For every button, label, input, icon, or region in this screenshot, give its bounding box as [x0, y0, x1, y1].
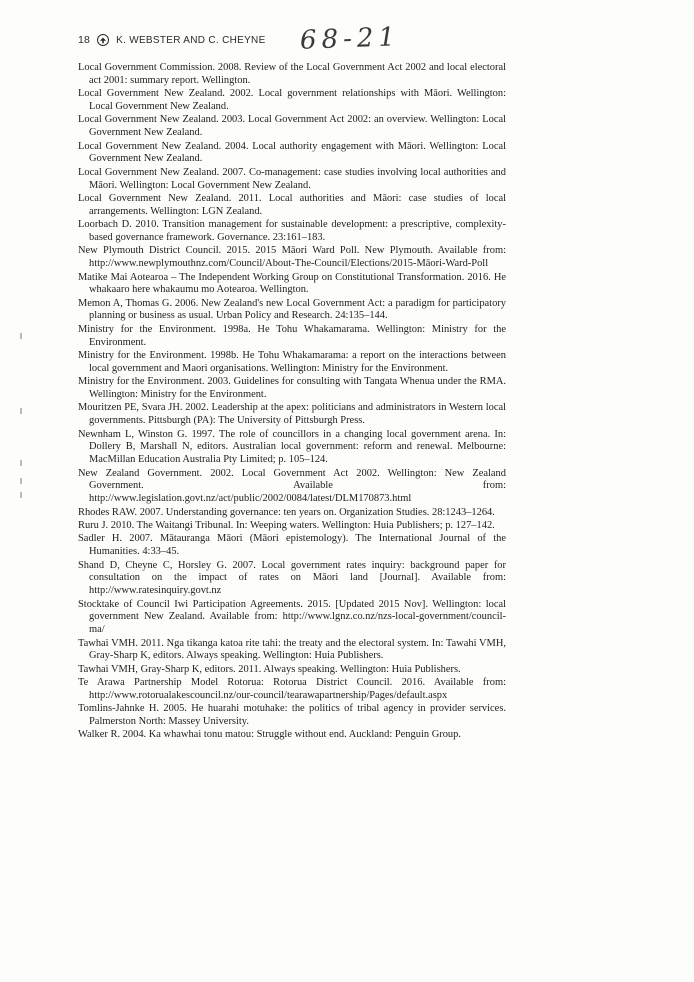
reference-entry: Tawhai VMH. 2011. Nga tikanga katoa rite tahi: the treaty and the electoral system. In: Tawahi VMH, Gray-Sharp K, editors. Always speaking. Wellington: Huia Publishers. — [78, 637, 506, 662]
reference-entry: Sadler H. 2007. Mātauranga Māori (Māori epistemology). The International Journal of the Humanities. 4:33–45. — [78, 533, 506, 558]
scan-margin-mark — [20, 460, 22, 466]
reference-list — [78, 62, 506, 743]
page-number: 18 — [78, 34, 91, 46]
reference-entry: Shand D, Cheyne C, Horsley G. 2007. Local government rates inquiry: background paper for consultation on the impact of rates on Māori land [Journal]. Available from: http://www.ratesinquiry.govt.nz — [78, 559, 506, 597]
scan-margin-mark — [20, 333, 22, 339]
reference-entry: Newnham L, Winston G. 1997. The role of councillors in a changing local government arena. In: Dollery B, Marshall N, editors. Australian local government: reform and renewal. Melbourne: MacMillan Education Australia Pty Limited; p. 105–124. — [78, 428, 506, 466]
reference-entry: Te Arawa Partnership Model Rotorua: Rotorua District Council. 2016. Available from: http://www.rotorualakescouncil.nz/our-council/tearawapartnership/Pages/default.aspx — [78, 677, 506, 701]
reference-entry: Tomlins-Jahnke H. 2005. He huarahi motuhake: the politics of tribal agency in provider services. Palmerston North: Massey University. — [78, 703, 506, 728]
reference-entry: Ruru J. 2010. The Waitangi Tribunal. In: Weeping waters. Wellington: Huia Publishers; p. 127–142. — [78, 519, 495, 531]
reference-entry: Local Government New Zealand. 2002. Local government relationships with Māori. Wellington: Local Government New Zealand. — [78, 88, 506, 112]
reference-entry: New Zealand Government. 2002. Local Government Act 2002. Wellington: New Zealand Government. Available from: http://www.legislation.govt.nz/act/public/2002/0084/latest/DLM170873.html — [78, 467, 506, 505]
reference-entry: Local Government New Zealand. 2011. Local authorities and Māori: case studies of local arrangements. Wellington: LGN Zealand. — [78, 192, 506, 217]
reference-entry: Rhodes RAW. 2007. Understanding governance: ten years on. Organization Studies. 28:1243–1264. — [78, 506, 495, 518]
reference-entry: Local Government New Zealand. 2004. Local authority engagement with Māori. Wellington: Local Government New Zealand. — [78, 140, 506, 165]
reference-entry: Mouritzen PE, Svara JH. 2002. Leadership at the apex: politicians and administrators in Western local governments. Pittsburgh (PA): The University of Pittsburgh Press. — [78, 402, 506, 427]
reference-entry: Local Government Commission. 2008. Review of the Local Government Act 2002 and local electoral act 2001: summary report. Wellington. — [78, 62, 506, 86]
scan-margin-mark — [20, 478, 22, 484]
reference-entry: New Plymouth District Council. 2015. 2015 Māori Ward Poll. New Plymouth. Available from: http://www.newplymouthnz.com/Council/About-The-Council/Elections/2015-Māori-Ward-Poll — [78, 245, 506, 270]
reference-entry: Loorbach D. 2010. Transition management for sustainable development: a prescriptive, complexity-based governance framework. Governance. 23:161–183. — [78, 219, 506, 243]
reference-entry: Ministry for the Environment. 2003. Guidelines for consulting with Tangata Whenua under the RMA. Wellington: Ministry for the Environment. — [78, 376, 506, 401]
handwritten-annotation: 68-21 — [299, 22, 401, 56]
scan-margin-mark — [20, 492, 22, 498]
journal-logo-icon — [97, 34, 109, 46]
reference-entry: Local Government New Zealand. 2003. Local Government Act 2002: an overview. Wellington: Local Government New Zealand. — [78, 114, 506, 139]
running-header-authors: K. WEBSTER AND C. CHEYNE — [116, 34, 266, 46]
reference-entry: Memon A, Thomas G. 2006. New Zealand's new Local Government Act: a paradigm for participatory planning or business as usual. Urban Policy and Research. 24:135–144. — [78, 297, 506, 322]
reference-entry: Ministry for the Environment. 1998a. He Tohu Whakamarama. Wellington: Ministry for the Environment. — [78, 323, 506, 348]
reference-entry: Stocktake of Council Iwi Participation Agreements. 2015. [Updated 2015 Nov]. Wellington: local government New Zealand. Available from: http://www.lgnz.co.nz/nzs-local-government/council-ma/ — [78, 598, 506, 636]
reference-entry: Local Government New Zealand. 2007. Co-management: case studies involving local authorities and Māori. Wellington: Local Government New Zealand. — [78, 166, 506, 191]
reference-entry: Walker R. 2004. Ka whawhai tonu matou: Struggle without end. Auckland: Penguin Group. — [78, 729, 461, 741]
reference-entry: Tawhai VMH, Gray-Sharp K, editors. 2011. Always speaking. Wellington: Huia Publishers. — [78, 663, 461, 675]
reference-entry: Matike Mai Aotearoa – The Independent Working Group on Constitutional Transformation. 2016. He whakaaro here whakaumu mo Aotearoa. Wellington. — [78, 271, 506, 296]
scan-margin-mark — [20, 408, 22, 414]
reference-entry: Ministry for the Environment. 1998b. He Tohu Whakamarama: a report on the interactions between local government and Maori organisations. Wellington: Ministry for the Environment. — [78, 350, 506, 374]
